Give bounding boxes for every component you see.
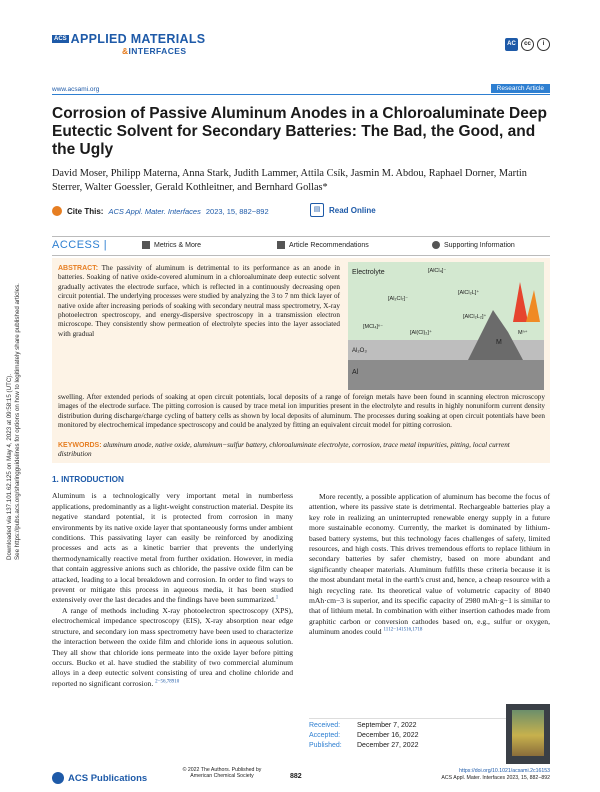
cite-journal[interactable]: ACS Appl. Mater. Interfaces <box>108 206 201 216</box>
toc-species-1: [AlCl₄]⁻ <box>428 268 447 274</box>
download-notice-line2: See https://pubs.acs.org/sharingguidelines for options on how to legitimately share published articles. <box>14 283 21 560</box>
access-label: ACCESS | <box>52 239 108 251</box>
copyright-line2: American Chemical Society <box>190 773 254 780</box>
citation-ref-11[interactable]: 11 <box>383 627 389 633</box>
toc-species-3: [AlCl₂L]⁺ <box>458 290 480 296</box>
cc-icon[interactable]: cc <box>521 38 534 51</box>
page-number: 882 <box>290 773 302 780</box>
doi-block <box>441 768 550 781</box>
author-list[interactable]: David Moser, Philipp Materna, Anna Stark, Judith Lammer, Attila Csík, Jasmin M. Abdou, Raphael Dorner, Martin Sterrer, Walter Goessler, Gerald Kothleitner, and Bernhard Gollas* <box>52 168 527 193</box>
download-notice-text <box>6 230 22 560</box>
introduction-heading: 1. INTRODUCTION <box>52 475 124 484</box>
metrics-more-label: Metrics & More <box>154 241 202 249</box>
supporting-info-icon <box>432 241 440 249</box>
copyright-line1: © 2022 The Authors. Published by <box>182 767 262 773</box>
toc-species-6: [MCl₄]ⁿ⁻ <box>363 324 383 330</box>
toc-m-label: M <box>496 339 502 346</box>
abstract-body-part2: swelling. After extended periods of soaking at open circuit potentials, local deposits of a range of foreign metals have been found in scanning electron microscopy images of the electrode surface. The pitting corrosion is caused by trace metal ion impurities present in the electrolyte and results in highly nonuniform current density distribution during discharge/charge cycling of battery cells as shown by local deposits of aluminum. The processes during soaking at open circuit potentials have been monitored by electrochemical impedance spectroscopy and could be analyzed by fitting an equivalent circuit model for pitting corrosion. <box>58 393 545 430</box>
abstract-text <box>58 264 340 339</box>
journal-title-interfaces: INTERFACES <box>128 46 187 56</box>
acs-publications-logo[interactable] <box>52 772 147 784</box>
acs-publications-label: ACS Publications <box>68 772 148 784</box>
acs-authorchoice-icon[interactable]: AC <box>505 38 518 51</box>
keywords-list: aluminum anode, native oxide, aluminum−sulfur battery, chloroaluminate electrolyte, corrosion, trace metal impurities, pitting, local current distribution <box>58 441 510 459</box>
toc-species-5: [Al(Cl)₂]⁺ <box>410 330 432 336</box>
published-value: December 27, 2022 <box>357 742 419 749</box>
citation-ref-15[interactable]: 15 <box>401 627 407 633</box>
citation-ref-6[interactable]: 10 <box>174 679 180 685</box>
journal-reference: ACS Appl. Mater. Interfaces 2023, 15, 882−892 <box>441 774 550 781</box>
cite-volume-pages[interactable]: 2023, 15, 882−892 <box>205 206 269 216</box>
open-access-icons <box>505 38 550 51</box>
toc-oxide-label: Al₂O₃ <box>352 348 367 354</box>
citation-ref-1[interactable]: 1 <box>275 595 279 601</box>
article-type-badge: Research Article <box>491 84 550 93</box>
intro-paragraph-3 <box>309 492 550 638</box>
intro-paragraph-1 <box>52 491 293 605</box>
toc-electrolyte-label: Electrolyte <box>352 269 385 276</box>
read-online-icon: ▤ <box>310 203 324 217</box>
accepted-label: Accepted: <box>309 732 341 739</box>
toc-metal-base <box>348 360 544 390</box>
article-recommendations-link[interactable] <box>277 241 369 249</box>
intro-paragraph-3-text: More recently, a possible application of aluminum has become the focus of attention, where its passive state is detrimental. Rechargeable batteries play a key role in realizing an uninterrupted renewable energy supply in a future more sustainable economy. Currently, the market is dominated by lithium-based battery systems, but this technology faces challenges of safety, limited resources, and high costs. This drives tremendous efforts to replace lithium in secondary batteries by safer chemistry, based on more abundant and significantly cheaper materials. Aluminum fulfills these criteria because it is the most abundant metal in the earth's crust and, hence, a cheap resource with a high recycling rate. Its theoretical value of volumetric capacity of 8040 mAh·cm−3 is superior, and its specific capacity of 2980 mAh·g−1 is similar to that of lithium metal. In combination with either insertion cathodes made from graphitic carbon or conversion cathodes based on, e.g., sulfur or oxygen, aluminum anodes could <box>309 492 550 637</box>
metrics-more-link[interactable] <box>142 241 201 249</box>
published-label: Published: <box>309 742 342 749</box>
citation-ref-12[interactable]: 12−14 <box>388 627 402 633</box>
abstract-body-part1: The passivity of aluminum is detrimental to its performance as an anode in batteries. Soaking of native oxide-covered aluminum in a chloroaluminate deep eutectic solvent gradually activates the electrode surface, which is reflected in a continuously decreasing open circuit potential. The underlying processes were studied by analyzing the 3 to 7 nm thick layer of native oxide after increasing periods of soaking with secondary neutral mass spectrometry, X-ray photoelectron spectroscopy, and energy-dispersive spectroscopy in a transmission electron microscope. They consistently show permeation of electrolyte species into the layer associated with gradual <box>58 264 341 338</box>
download-notice-line1: Downloaded via 137.101.62.125 on May 4, 2023 at 09:58:15 (UTC). <box>6 373 13 560</box>
journal-ampersand: & <box>122 46 129 56</box>
toc-species-4: [AlCl₂L₂]⁺ <box>463 314 487 320</box>
doi-link[interactable]: https://doi.org/10.1021/acsami.2c16153 <box>459 768 550 774</box>
header-rule <box>52 94 550 95</box>
citation-ref-18[interactable]: 18 <box>417 627 423 633</box>
read-online-button[interactable] <box>310 203 376 217</box>
supporting-info-link[interactable] <box>432 241 515 249</box>
supporting-info-label: Supporting Information <box>444 241 515 249</box>
citation-ref-3[interactable]: 6,7 <box>162 679 170 685</box>
toc-metal-label: Al <box>352 369 359 376</box>
cite-icon <box>52 206 62 216</box>
cite-this[interactable] <box>52 206 269 216</box>
acs-publications-icon <box>52 772 64 784</box>
acs-mark: ACS <box>54 35 67 42</box>
keywords <box>58 441 545 460</box>
keywords-heading: KEYWORDS: <box>58 442 102 449</box>
bar-chart-icon <box>142 241 150 249</box>
intro-paragraph-2 <box>52 606 293 689</box>
toc-species-7: Mⁿ⁺ <box>518 330 528 336</box>
by-icon[interactable]: i <box>537 38 550 51</box>
intro-paragraph-1-text: Aluminum is a technologically very important metal in numberless applications, predominantly as a light-weight construction material. Despite its negative standard potential, it is protected from corrosion in many environments by its native oxide layer that spontaneously forms under ambient conditions. This passivating layer can easily be reinforced by anodizing processes and acts as a kinetic barrier that prevents the underlying thermodynamically reactive metal from further oxidation. However, in media that contain aggressive anions such as chloride, the passive oxide film can be attacked, leading to a local breakdown and corrosion. In order to find ways to prevent or mitigate this process in aqueous media, it has been studied extensively over the last decades and the findings have been summarized. <box>52 491 293 605</box>
access-bar <box>52 236 550 256</box>
intro-paragraph-2-text: A range of methods including X-ray photoelectron spectroscopy (XPS), electrochemical impedance spectroscopy (EIS), X-ray absorption near edge structure, and secondary ion mass spectrometry have been used to characterize the interaction between the oxide film and chloride ions in aqueous solution. They all show that chloride ions permeate into the oxide layer before pitting occurs. Bucko et al. have studied the stability of two commercial aluminum alloys in a deep eutectic solvent consisting of urea and choline chloride and reported no significant corrosion. <box>52 605 293 688</box>
site-url-link[interactable]: www.acsami.org <box>52 86 100 93</box>
journal-cover-thumbnail[interactable] <box>506 704 550 764</box>
cover-image <box>512 710 544 756</box>
accepted-value: December 16, 2022 <box>357 732 419 739</box>
cite-label: Cite This: <box>67 206 104 216</box>
citation-ref-4[interactable]: 8 <box>169 679 172 685</box>
journal-title-line1: APPLIED MATERIALS <box>70 31 206 46</box>
copyright-notice <box>180 767 264 779</box>
journal-title-line2 <box>122 46 205 56</box>
citation-ref-2[interactable]: 2−5 <box>155 679 163 685</box>
abstract-heading: ABSTRACT: <box>58 265 99 272</box>
toc-graphic[interactable] <box>348 262 544 390</box>
article-title: Corrosion of Passive Aluminum Anodes in a Chloroaluminate Deep Eutectic Solvent for Secondary Batteries: The Bad, the Good, and the Ugly <box>52 105 547 158</box>
abstract-box <box>52 258 550 463</box>
citation-ref-5[interactable]: 9 <box>171 679 175 685</box>
citation-ref-16[interactable]: 16,17 <box>406 627 418 633</box>
journal-logo[interactable] <box>52 30 205 56</box>
read-online-label: Read Online <box>329 205 376 215</box>
right-column <box>309 492 550 638</box>
received-value: September 7, 2022 <box>357 722 417 729</box>
toc-species-2: [Al₂Cl₇]⁻ <box>388 296 409 302</box>
received-label: Received: <box>309 722 341 729</box>
article-recommendations-label: Article Recommendations <box>289 241 369 249</box>
left-column <box>52 475 293 689</box>
document-icon <box>277 241 285 249</box>
download-notice <box>2 230 24 560</box>
